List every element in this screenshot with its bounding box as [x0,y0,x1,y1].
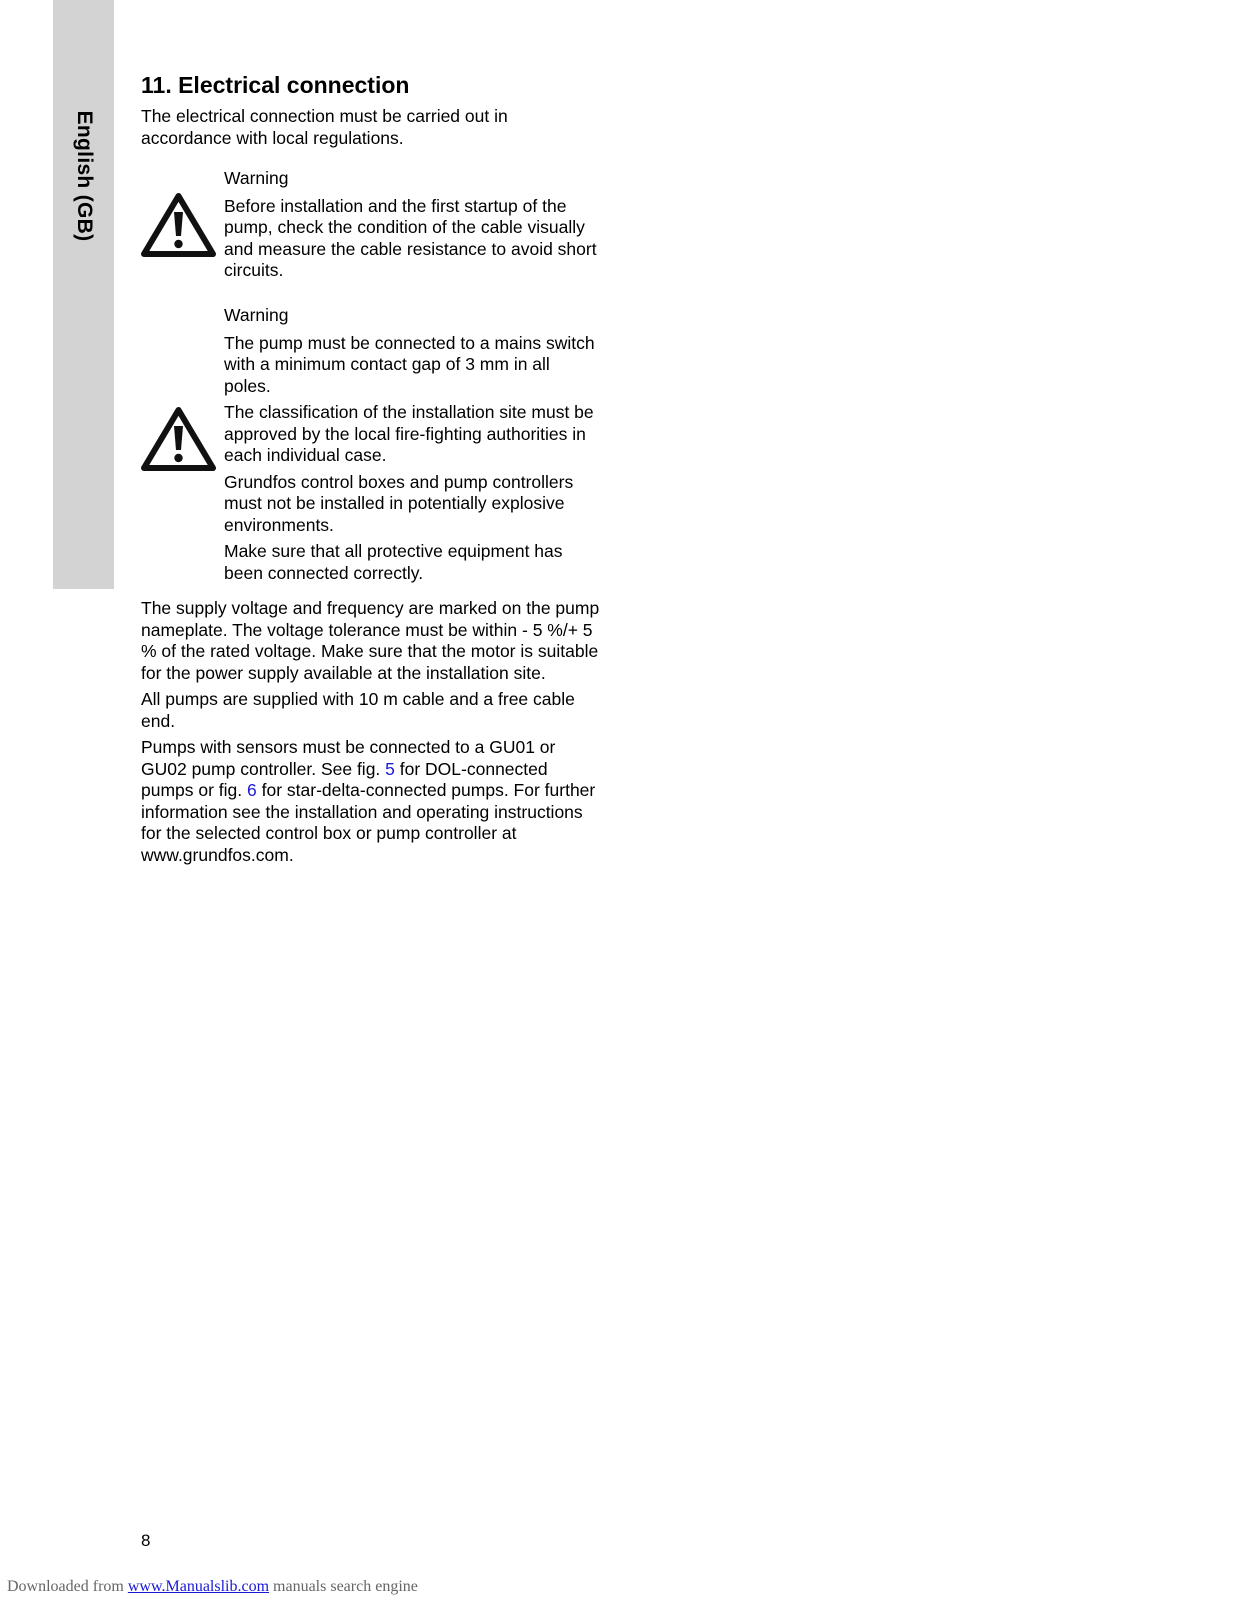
warning-triangle-icon [141,192,216,258]
fig-6-link[interactable]: 6 [247,780,257,800]
warning-heading: Warning [224,305,289,325]
warning-block-1 [141,168,601,287]
download-footer [7,1578,418,1596]
side-tab-label: English (GB) [73,110,96,242]
body-paragraph: The supply voltage and frequency are marked on the pump nameplate. The voltage tolerance must be within - 5 %/+ 5 % of the rated voltage. Make sure that the motor is suitable for the power supply available at the installation site. [141,598,600,683]
fig-5-link[interactable]: 5 [385,758,395,779]
section-title: 11. Electrical connection [141,72,410,98]
page-number: 8 [141,1531,151,1550]
manualslib-link[interactable]: www.Manualslib.com [127,1578,270,1595]
side-tab [53,0,114,589]
warning-paragraph: The pump must be connected to a mains switch with a minimum contact gap of 3 mm in all poles. [224,332,595,396]
intro-paragraph: The electrical connection must be carried out in accordance with local regulations. [141,106,508,148]
footer-suffix: manuals search engine [269,1578,418,1595]
warning-text-1 [224,168,601,282]
warning-paragraph: Grundfos control boxes and pump controllers must not be installed in potentially explosive environments. [224,471,574,535]
content-column [141,70,601,865]
body-paragraphs [141,598,601,871]
body-paragraph: Pumps with sensors must be connected to a GU01 or GU02 pump controller. See fig. 5 for DOL-connected pumps or fig. 6 for star-delta-connected pumps. For further information see the installation and operating instructions for the selected control box or pump controller at www.grundfos.com. [141,737,596,865]
footer-prefix: Downloaded from [7,1578,128,1595]
warning-triangle-icon [141,406,216,472]
warning-text-2 [224,305,601,584]
warning-paragraph: Before installation and the first startup of the pump, check the condition of the cable visually and measure the cable resistance to avoid short circuits. [224,195,597,280]
warning-heading: Warning [224,168,289,188]
warning-paragraph: Make sure that all protective equipment has been connected correctly. [224,541,563,583]
warning-paragraph: The classification of the installation site must be approved by the local fire-fighting authorities in each individual case. [224,402,594,465]
body-paragraph: All pumps are supplied with 10 m cable and a free cable end. [141,689,575,731]
warning-block-2 [141,305,601,589]
